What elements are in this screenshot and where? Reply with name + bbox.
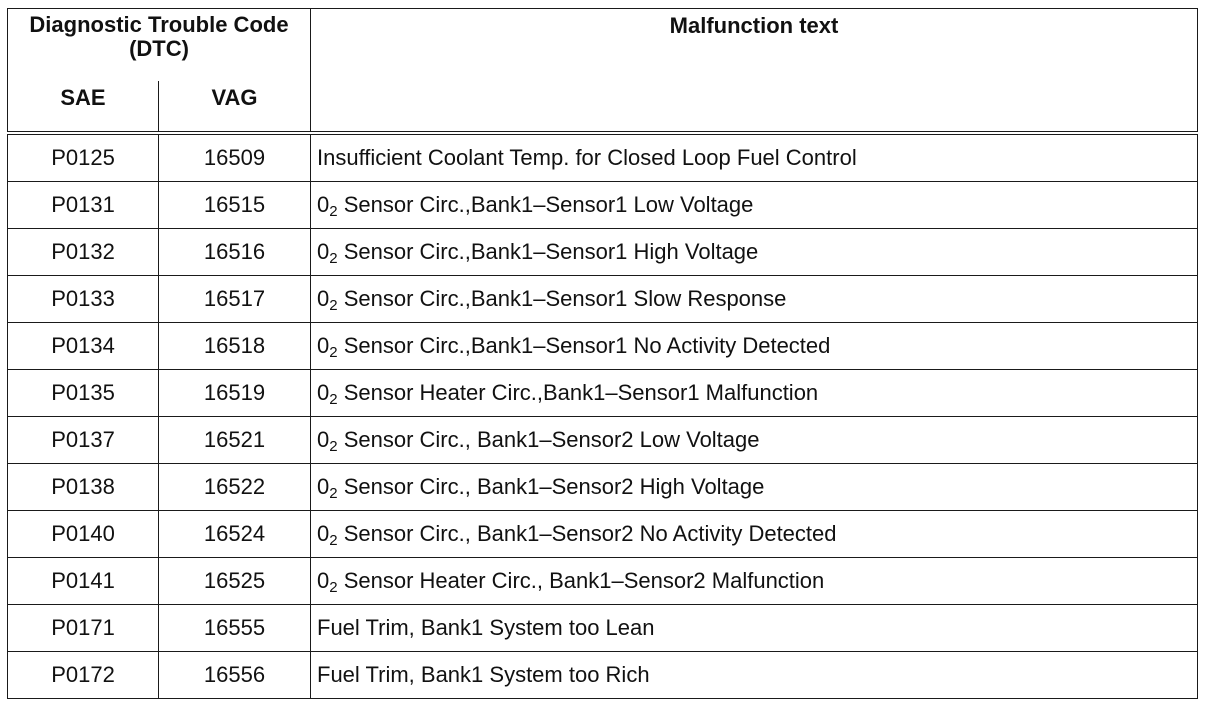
sae-code-cell: P0140 bbox=[8, 511, 159, 558]
sae-code-cell: P0141 bbox=[8, 558, 159, 605]
table-row bbox=[8, 558, 1198, 605]
vag-code-cell: 16522 bbox=[159, 464, 311, 511]
vag-code-cell: 16518 bbox=[159, 323, 311, 370]
table-row bbox=[8, 182, 1198, 229]
vag-header: VAG bbox=[159, 81, 311, 133]
sensor-subscript: 2 bbox=[329, 532, 338, 549]
sensor-subscript: 2 bbox=[329, 579, 338, 596]
malfunction-text: Sensor Circ.,Bank1–Sensor1 High Voltage bbox=[337, 239, 759, 264]
table-row bbox=[8, 652, 1198, 699]
malfunction-text-cell bbox=[311, 558, 1198, 605]
table-row bbox=[8, 370, 1198, 417]
sensor-prefix: 0 bbox=[317, 286, 330, 311]
dtc-group-header: Diagnostic Trouble Code (DTC) bbox=[8, 9, 311, 82]
sensor-prefix: 0 bbox=[317, 521, 330, 546]
sensor-prefix: 0 bbox=[317, 239, 330, 264]
vag-code-cell: 16525 bbox=[159, 558, 311, 605]
table-row bbox=[8, 323, 1198, 370]
sensor-subscript: 2 bbox=[329, 250, 338, 267]
vag-code-cell: 16555 bbox=[159, 605, 311, 652]
table-row bbox=[8, 511, 1198, 558]
malfunction-text-cell bbox=[311, 133, 1198, 182]
malfunction-text: Sensor Circ.,Bank1–Sensor1 Low Voltage bbox=[337, 192, 754, 217]
malfunction-text: Fuel Trim, Bank1 System too Rich bbox=[317, 662, 650, 687]
malfunction-text: Sensor Circ.,Bank1–Sensor1 Slow Response bbox=[337, 286, 787, 311]
sensor-prefix: 0 bbox=[317, 568, 330, 593]
sensor-prefix: 0 bbox=[317, 192, 330, 217]
sensor-subscript: 2 bbox=[329, 297, 338, 314]
malfunction-text-cell bbox=[311, 182, 1198, 229]
vag-code-cell: 16517 bbox=[159, 276, 311, 323]
malfunction-text: Sensor Circ., Bank1–Sensor2 Low Voltage bbox=[337, 427, 760, 452]
malfunction-text: Sensor Circ.,Bank1–Sensor1 No Activity Detected bbox=[337, 333, 831, 358]
malfunction-text: Fuel Trim, Bank1 System too Lean bbox=[317, 615, 655, 640]
sae-code-cell: P0132 bbox=[8, 229, 159, 276]
malfunction-text-cell bbox=[311, 511, 1198, 558]
sensor-prefix: 0 bbox=[317, 427, 330, 452]
table-row bbox=[8, 605, 1198, 652]
malfunction-text-cell bbox=[311, 464, 1198, 511]
vag-code-cell: 16556 bbox=[159, 652, 311, 699]
malfunction-text-cell bbox=[311, 323, 1198, 370]
sensor-subscript: 2 bbox=[329, 344, 338, 361]
sae-code-cell: P0135 bbox=[8, 370, 159, 417]
vag-code-cell: 16515 bbox=[159, 182, 311, 229]
sensor-subscript: 2 bbox=[329, 485, 338, 502]
vag-code-cell: 16519 bbox=[159, 370, 311, 417]
sae-code-cell: P0134 bbox=[8, 323, 159, 370]
sensor-prefix: 0 bbox=[317, 333, 330, 358]
table-header bbox=[8, 9, 1198, 134]
malfunction-text-cell bbox=[311, 370, 1198, 417]
table-row bbox=[8, 464, 1198, 511]
sae-code-cell: P0125 bbox=[8, 133, 159, 182]
vag-code-cell: 16521 bbox=[159, 417, 311, 464]
malfunction-text: Insufficient Coolant Temp. for Closed Loop Fuel Control bbox=[317, 145, 857, 170]
table-row bbox=[8, 276, 1198, 323]
sensor-subscript: 2 bbox=[329, 438, 338, 455]
sae-code-cell: P0138 bbox=[8, 464, 159, 511]
sae-code-cell: P0171 bbox=[8, 605, 159, 652]
sae-header: SAE bbox=[8, 81, 159, 133]
sae-code-cell: P0133 bbox=[8, 276, 159, 323]
malfunction-text: Sensor Heater Circ., Bank1–Sensor2 Malfunction bbox=[337, 568, 825, 593]
malfunction-text-cell bbox=[311, 417, 1198, 464]
sensor-prefix: 0 bbox=[317, 474, 330, 499]
sae-code-cell: P0131 bbox=[8, 182, 159, 229]
malfunction-text-header: Malfunction text bbox=[311, 9, 1198, 134]
vag-code-cell: 16509 bbox=[159, 133, 311, 182]
malfunction-text-cell bbox=[311, 652, 1198, 699]
dtc-table bbox=[7, 8, 1198, 699]
malfunction-text: Sensor Circ., Bank1–Sensor2 High Voltage bbox=[337, 474, 765, 499]
malfunction-text-cell bbox=[311, 276, 1198, 323]
malfunction-text: Sensor Heater Circ.,Bank1–Sensor1 Malfunction bbox=[337, 380, 819, 405]
sae-code-cell: P0137 bbox=[8, 417, 159, 464]
malfunction-text-cell bbox=[311, 605, 1198, 652]
table-body bbox=[8, 133, 1198, 699]
vag-code-cell: 16516 bbox=[159, 229, 311, 276]
vag-code-cell: 16524 bbox=[159, 511, 311, 558]
malfunction-text-cell bbox=[311, 229, 1198, 276]
table-row bbox=[8, 133, 1198, 182]
sae-code-cell: P0172 bbox=[8, 652, 159, 699]
sensor-prefix: 0 bbox=[317, 380, 330, 405]
sensor-subscript: 2 bbox=[329, 391, 338, 408]
table-row bbox=[8, 417, 1198, 464]
sensor-subscript: 2 bbox=[329, 203, 338, 220]
table-row bbox=[8, 229, 1198, 276]
malfunction-text: Sensor Circ., Bank1–Sensor2 No Activity Detected bbox=[337, 521, 837, 546]
